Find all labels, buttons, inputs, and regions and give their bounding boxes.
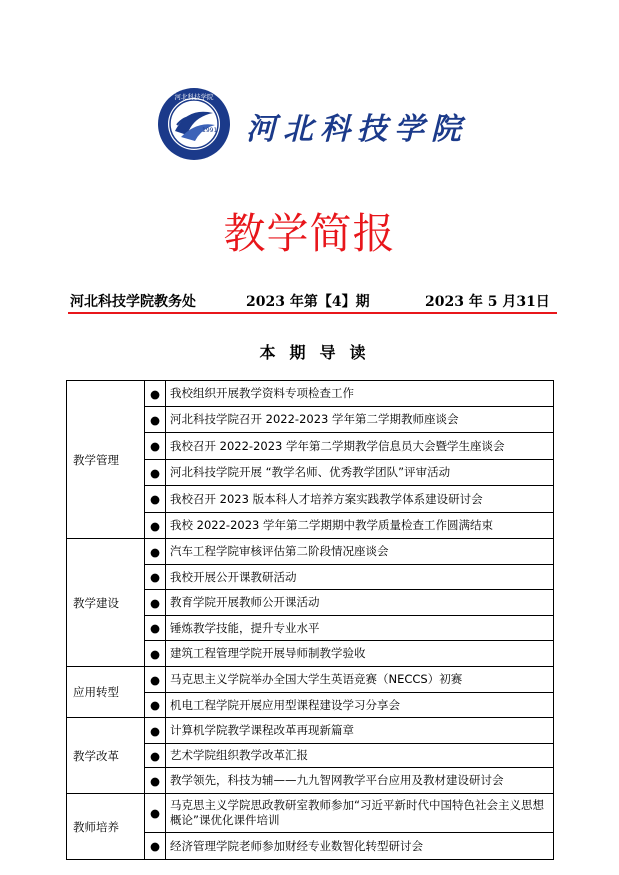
school-name: 河北科技学院 [246, 112, 468, 147]
toc-item: 机电工程学院开展应用型课程建设学习分享会 [166, 693, 554, 718]
toc-row [67, 794, 554, 833]
bullet-icon: ● [145, 486, 166, 513]
bullet-icon: ● [145, 718, 166, 744]
toc-item: 马克思主义学院思政教研室教师参加“习近平新时代中国特色社会主义思想概论”课优化课件培训 [166, 794, 554, 833]
bullet-icon: ● [145, 433, 166, 460]
toc-row [67, 381, 554, 407]
bullet-icon: ● [145, 667, 166, 693]
toc-row [67, 539, 554, 565]
bullet-icon: ● [145, 833, 166, 860]
toc-category: 教学管理 [67, 381, 145, 539]
toc-item: 我校召开 2022-2023 学年第二学期教学信息员大会暨学生座谈会 [166, 433, 554, 460]
bullet-icon: ● [145, 539, 166, 565]
toc-row [67, 667, 554, 693]
toc-item: 计算机学院教学课程改革再现新篇章 [166, 718, 554, 744]
toc-item: 经济管理学院老师参加财经专业数智化转型研讨会 [166, 833, 554, 860]
toc-item: 我校开展公开课教研活动 [166, 565, 554, 590]
issuing-office: 河北科技学院教务处 [70, 294, 196, 310]
toc-heading: 本期导读 [259, 343, 380, 362]
toc-item: 河北科技学院召开 2022-2023 学年第二学期教师座谈会 [166, 407, 554, 433]
toc-item: 汽车工程学院审核评估第二阶段情况座谈会 [166, 539, 554, 565]
bullet-icon: ● [145, 616, 166, 641]
issue-date: 2023 年 5 月31日 [425, 294, 550, 310]
issue-number: 2023 年第【4】期 [246, 294, 370, 310]
toc-category: 教学建设 [67, 539, 145, 667]
toc-table [66, 380, 554, 860]
toc-category: 教学改革 [67, 718, 145, 794]
toc-item: 我校召开 2023 版本科人才培养方案实践教学体系建设研讨会 [166, 486, 554, 513]
toc-item: 马克思主义学院举办全国大学生英语竞赛（NECCS）初赛 [166, 667, 554, 693]
bulletin-title: 教学简报 [223, 209, 396, 258]
toc-item: 建筑工程管理学院开展导师制教学验收 [166, 641, 554, 667]
toc-category: 教师培养 [67, 794, 145, 860]
toc-item: 河北科技学院开展 “教学名师、优秀教学团队”评审活动 [166, 460, 554, 486]
bullet-icon: ● [145, 513, 166, 539]
bullet-icon: ● [145, 794, 166, 833]
bullet-icon: ● [145, 407, 166, 433]
bullet-icon: ● [145, 744, 166, 768]
bullet-icon: ● [145, 460, 166, 486]
toc-category: 应用转型 [67, 667, 145, 718]
toc-item: 艺术学院组织教学改革汇报 [166, 744, 554, 768]
toc-item: 教育学院开展教师公开课活动 [166, 590, 554, 616]
bullet-icon: ● [145, 641, 166, 667]
bullet-icon: ● [145, 768, 166, 794]
bullet-icon: ● [145, 565, 166, 590]
red-divider [68, 312, 557, 314]
toc-item: 教学领先，科技为辅——九九智网教学平台应用及教材建设研讨会 [166, 768, 554, 794]
college-logo [157, 87, 231, 161]
toc-item: 我校 2022-2023 学年第二学期期中教学质量检查工作圆满结束 [166, 513, 554, 539]
bullet-icon: ● [145, 381, 166, 407]
toc-item: 我校组织开展教学资料专项检查工作 [166, 381, 554, 407]
bullet-icon: ● [145, 590, 166, 616]
bullet-icon: ● [145, 693, 166, 718]
toc-item: 锤炼教学技能，提升专业水平 [166, 616, 554, 641]
logo-year: 1991 [202, 127, 218, 134]
toc-row [67, 718, 554, 744]
logo-ring-text: 河北科技学院 [174, 93, 214, 101]
